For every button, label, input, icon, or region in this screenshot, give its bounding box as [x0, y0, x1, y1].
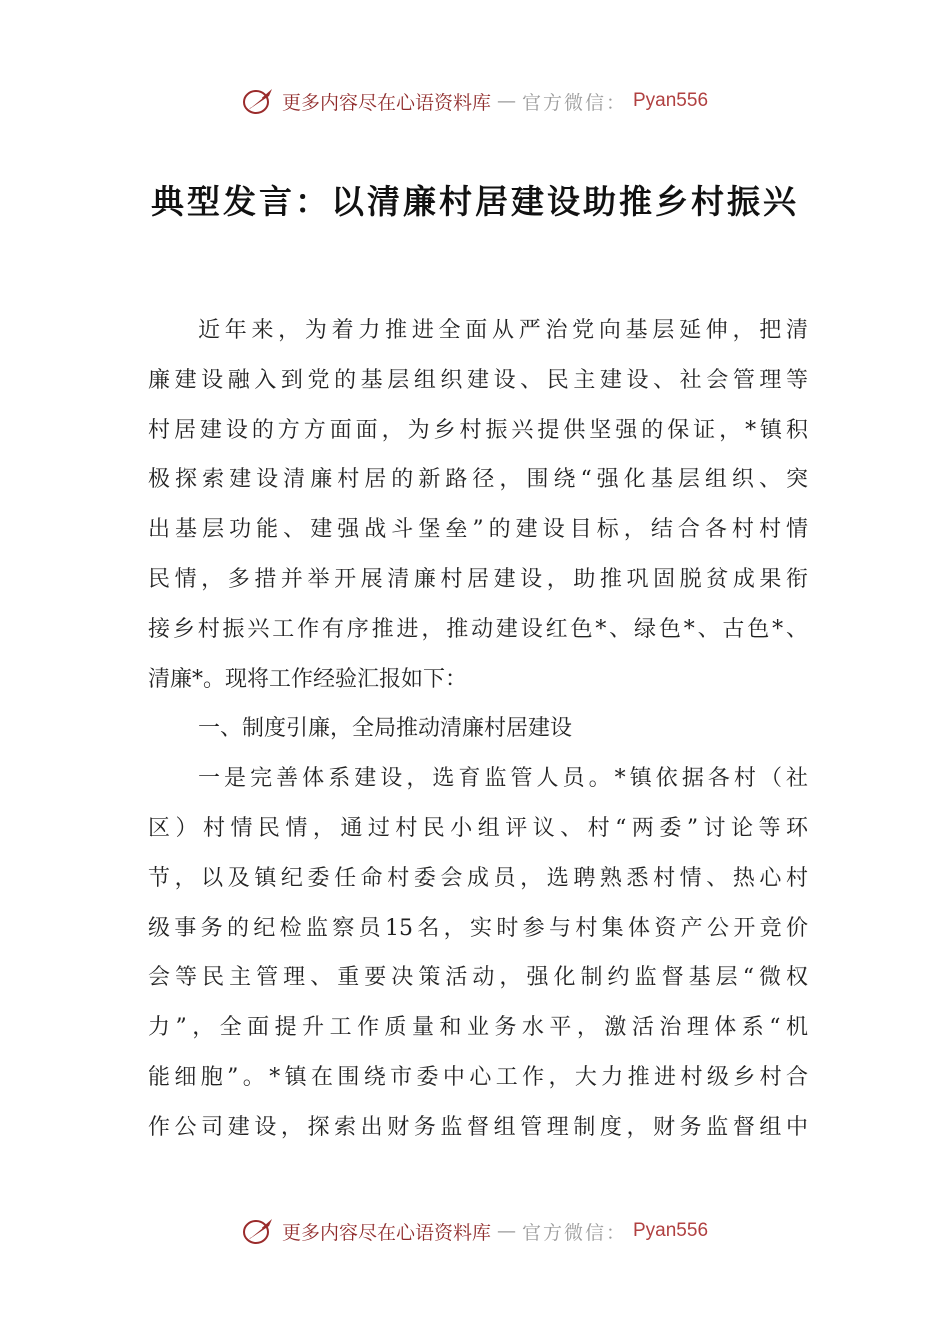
banner-text: 更多内容尽在心语资料库	[281, 1221, 491, 1244]
paragraph-line: 区）村情民情，通过村民小组评议、村“两委”讨论等环	[148, 815, 808, 841]
paragraph-line: 清廉*。现将工作经验汇报如下：	[148, 666, 468, 692]
paragraph-line: 节，以及镇纪委任命村委会成员，选聘熟悉村情、热心村	[148, 865, 808, 891]
banner-wechat-label: 官方微信：	[521, 1221, 627, 1244]
quill-logo-icon	[242, 1216, 276, 1246]
paragraph-line: 力”，全面提升工作质量和业务水平，激活治理体系“机	[148, 1015, 808, 1041]
banner-text: 更多内容尽在心语资料库	[281, 91, 491, 114]
paragraph-line: 极探索建设清廉村居的新路径，围绕“强化基层组织、突	[148, 467, 808, 493]
paragraph-line: 作公司建设，探索出财务监督组管理制度，财务监督组中	[148, 1114, 808, 1140]
paragraph-line: 能细胞”。*镇在围绕市委中心工作，大力推进村级乡村合	[148, 1064, 808, 1090]
document-body	[148, 306, 808, 1153]
paragraph-line: 一是完善体系建设，选育监管人员。*镇依据各村（社	[198, 766, 808, 792]
banner-wechat-id: Pyan556	[633, 1220, 709, 1241]
paragraph-line: 近年来，为着力推进全面从严治党向基层延伸，把清	[198, 318, 808, 343]
banner-wechat-id: Pyan556	[633, 90, 709, 111]
header-watermark-banner	[0, 86, 950, 116]
paragraph-line: 廉建设融入到党的基层组织建设、民主建设、社会管理等	[148, 367, 808, 393]
banner-separator: —	[496, 1220, 516, 1242]
banner-separator: —	[496, 90, 516, 112]
paragraph-line: 出基层功能、建强战斗堡垒”的建设目标，结合各村村情	[148, 517, 808, 543]
footer-watermark-banner	[0, 1216, 950, 1246]
quill-logo-icon	[242, 86, 276, 116]
paragraph-line: 级事务的纪检监察员15名，实时参与村集体资产公开竞价	[148, 915, 808, 941]
section-heading: 一、制度引廉，全局推动清廉村居建设	[198, 716, 573, 742]
paragraph-line: 接乡村振兴工作有序推进，推动建设红色*、绿色*、古色*、	[148, 616, 808, 642]
document-title: 典型发言：以清廉村居建设助推乡村振兴	[151, 182, 799, 221]
paragraph-line: 民情，多措并举开展清廉村居建设，助推巩固脱贫成果衔	[148, 566, 808, 592]
banner-wechat-label: 官方微信：	[521, 91, 627, 114]
paragraph-line: 村居建设的方方面面，为乡村振兴提供坚强的保证，*镇积	[148, 417, 808, 443]
paragraph-line: 会等民主管理、重要决策活动，强化制约监督基层“微权	[148, 965, 808, 991]
